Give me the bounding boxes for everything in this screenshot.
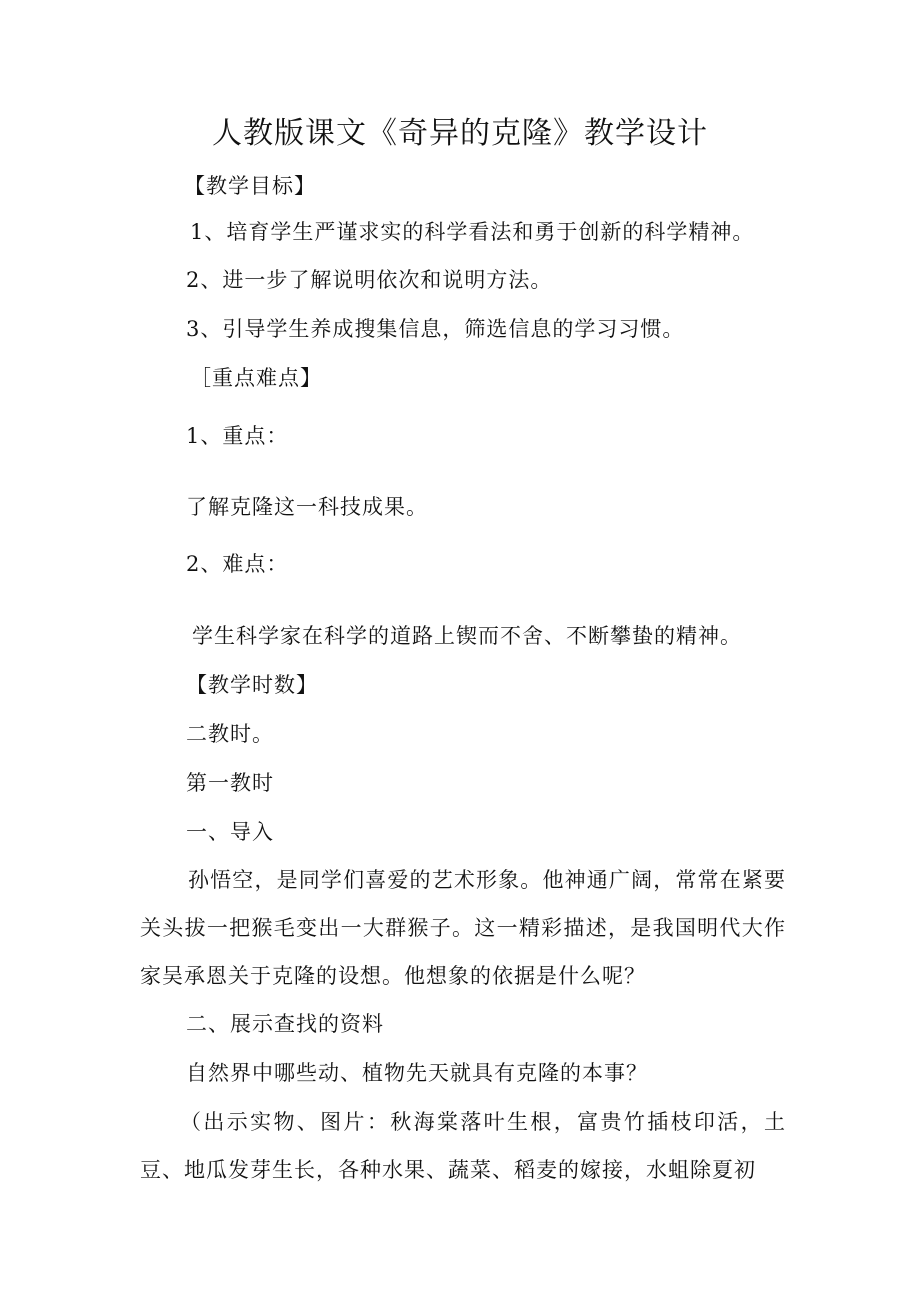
- key-points-heading: ［重点难点】: [190, 366, 322, 390]
- hours-heading: 【教学时数】: [186, 673, 318, 697]
- key-point-text: 了解克隆这一科技成果。: [186, 495, 428, 519]
- objective-2: 2、进一步了解说明依次和说明方法。: [186, 268, 553, 292]
- step-1-paragraph: 孙悟空，是同学们喜爱的艺术形象。他神通广阔，常常在紧要关头拔一把猴毛变出一大群猴子。这一精彩描述，是我国明代大作家吴承恩关于克隆的设想。他想象的依据是什么呢？: [140, 868, 786, 988]
- key-point-label: 1、重点：: [186, 424, 289, 448]
- difficulty-label: 2、难点：: [186, 552, 289, 576]
- step-2-heading: 二、展示查找的资料: [186, 1012, 384, 1036]
- objective-1: 1、培育学生严谨求实的科学看法和勇于创新的科学精神。: [190, 220, 755, 244]
- objective-3: 3、引导学生养成搜集信息，筛选信息的学习习惯。: [186, 317, 685, 341]
- hours-text: 二教时。: [186, 722, 274, 746]
- objectives-heading: 【教学目标】: [184, 174, 316, 198]
- step-2-paragraph: （出示实物、图片：秋海棠落叶生根，富贵竹插枝印活，土豆、地瓜发芽生长，各种水果、蔬菜、稻麦的嫁接，水蛆除夏初: [140, 1110, 786, 1182]
- step-2-question: 自然界中哪些动、植物先天就具有克隆的本事？: [186, 1061, 648, 1085]
- document-title: 人教版课文《奇异的克隆》教学设计: [212, 116, 708, 151]
- first-lesson-label: 第一教时: [186, 771, 274, 795]
- step-1-heading: 一、导入: [186, 820, 274, 844]
- difficulty-text: 学生科学家在科学的道路上锲而不舍、不断攀蛰的精神。: [192, 624, 742, 648]
